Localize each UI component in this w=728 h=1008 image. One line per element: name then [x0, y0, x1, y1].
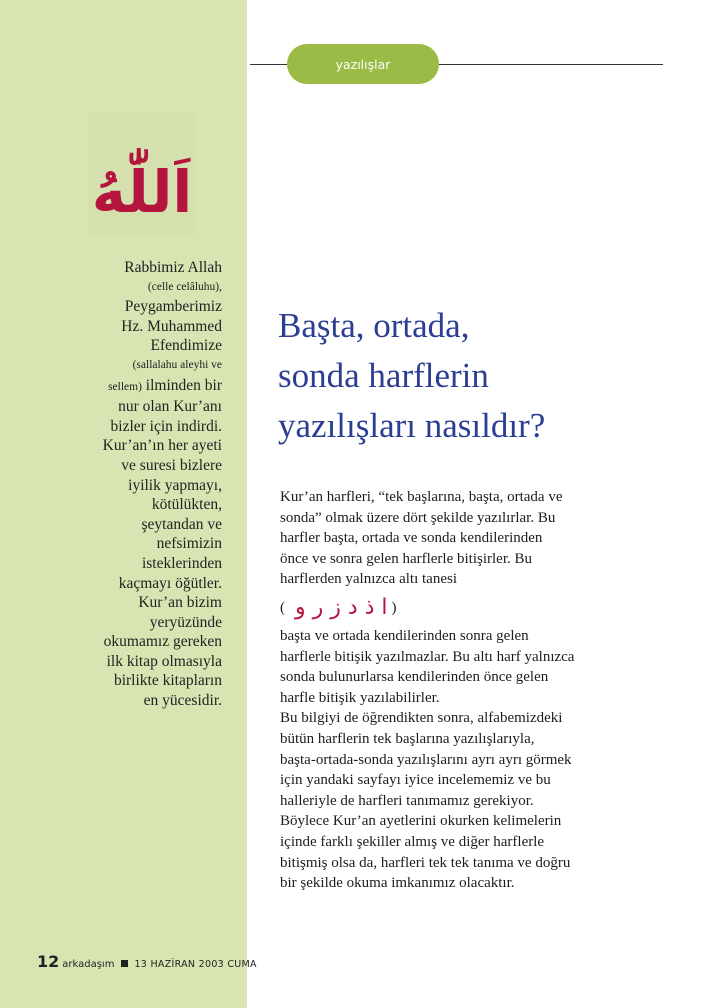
- sidebar-line: Kur’an’ın her ayeti: [102, 437, 222, 455]
- body-line: önce ve sonra gelen harflerle bitişirler. Bu: [280, 550, 532, 567]
- section-badge: yazılışlar: [287, 44, 439, 84]
- sidebar-line-small: sellem): [108, 380, 142, 393]
- arabic-letters-line: [280, 590, 700, 626]
- sidebar-line: Efendimize: [150, 337, 222, 355]
- header-rule-left: [250, 64, 290, 65]
- body-line: başta-ortada-sonda yazılışlarını ayrı ayrı görmek: [280, 751, 572, 768]
- allah-calligraphy: [88, 112, 196, 234]
- sidebar-line: kaçmayı öğütler.: [118, 574, 222, 592]
- body-line: içinde farklı şekiller almış ve diğer harflerle: [280, 833, 545, 850]
- sidebar-line: şeytandan ve: [141, 515, 222, 533]
- sidebar-line: Kur’an bizim: [138, 594, 222, 612]
- svg-text:اَللّٰهُ: اَللّٰهُ: [91, 158, 193, 226]
- sidebar-line: [36, 376, 222, 398]
- header-rule-right: [438, 64, 663, 65]
- article-body: [280, 487, 700, 894]
- calligraphy-icon: [88, 112, 196, 234]
- title-line: Başta, ortada,: [278, 306, 470, 345]
- body-line: için yandaki sayfayı iyice incelememiz ve bu: [280, 772, 551, 789]
- body-line: bir şekilde okuma imkanımız olacaktır.: [280, 875, 515, 892]
- sidebar-line: birlikte kitapların: [113, 672, 222, 690]
- body-line: harflerden yalnızca altı tanesi: [280, 571, 457, 588]
- sidebar-line: Rabbimiz Allah: [124, 259, 222, 276]
- issue-date: 13 HAZİRAN 2003 CUMA: [134, 959, 257, 970]
- sidebar-line: Peygamberimiz: [124, 298, 222, 316]
- paren-open: (: [280, 599, 285, 616]
- body-line: sonda” olmak üzere dört şekilde yazılırlar. Bu: [280, 509, 556, 526]
- sidebar-line: kötülükten,: [151, 496, 222, 514]
- sidebar-line: okumamız gereken: [103, 633, 222, 651]
- sidebar-line: nur olan Kur’anı: [118, 398, 222, 416]
- body-line: harfler başta, ortada ve sonda kendilerinden: [280, 530, 543, 547]
- body-line: Kur’an harfleri, “tek başlarına, başta, ortada ve: [280, 489, 563, 505]
- sidebar-line-small: (sallalahu aleyhi ve: [132, 358, 222, 371]
- paren-close: ): [391, 599, 397, 616]
- sidebar-line: isteklerinden: [141, 554, 222, 572]
- body-line: sonda bulunurlarsa kendilerinden önce gelen: [280, 669, 549, 686]
- sidebar-line: en yücesidir.: [143, 692, 222, 710]
- sidebar-line-rest: ilminden bir: [141, 376, 222, 394]
- sidebar-text: [36, 258, 222, 711]
- body-line: halleriyle de harfleri tanımamız gerekiyor.: [280, 792, 534, 809]
- sidebar-line: yeryüzünde: [149, 613, 222, 631]
- title-line: yazılışları nasıldır?: [278, 406, 546, 445]
- square-bullet-icon: [121, 960, 128, 967]
- sidebar-line: nefsimizin: [156, 535, 222, 553]
- body-line: Böylece Kur’an ayetlerini okurken kelimelerin: [280, 813, 562, 830]
- sidebar-line: ilk kitap olmasıyla: [106, 652, 222, 670]
- sidebar-line: bizler için indirdi.: [110, 417, 222, 435]
- body-line: bütün harflerin tek başlarına yazılışlarıyla,: [280, 730, 535, 747]
- page-number: 12: [37, 952, 60, 971]
- body-line: Bu bilgiyi de öğrendikten sonra, alfabemizdeki: [280, 710, 563, 727]
- body-line: başta ve ortada kendilerinden sonra gelen: [280, 627, 529, 644]
- sidebar-line-small: (celle celâluhu),: [147, 280, 222, 293]
- magazine-name: arkadaşım: [62, 959, 115, 970]
- sidebar-line: iyilik yapmayı,: [128, 476, 222, 494]
- sidebar-line: ve suresi bizlere: [121, 456, 222, 474]
- body-line: harfle bitişik yazılabilirler.: [280, 689, 440, 706]
- sidebar-line: Hz. Muhammed: [121, 317, 222, 335]
- body-line: bitişmiş olsa da, harfleri tek tek tanıma ve doğru: [280, 854, 571, 871]
- title-line: sonda harflerin: [278, 356, 489, 395]
- article-title: [278, 301, 718, 451]
- body-line: harflerle bitişik yazılmazlar. Bu altı harf yalnızca: [280, 648, 575, 665]
- arabic-letters: ا ذ د ز ر و: [295, 594, 388, 620]
- page-footer: [37, 952, 257, 974]
